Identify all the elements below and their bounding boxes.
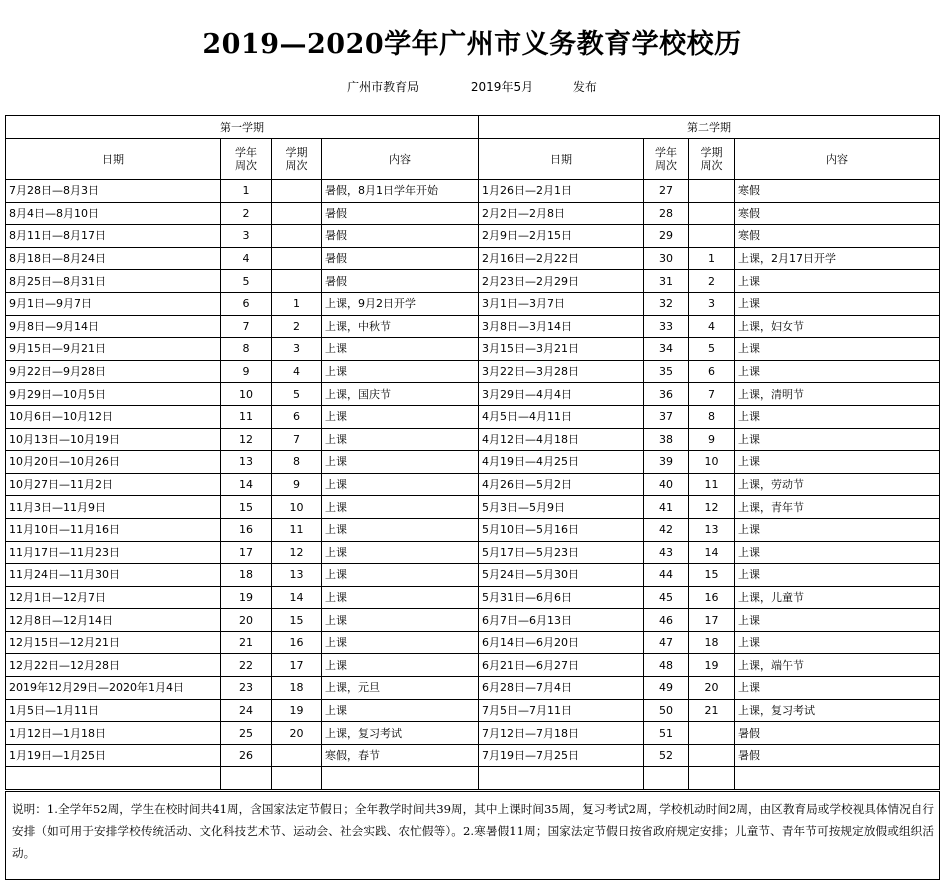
year-week-cell: 15 <box>221 496 272 519</box>
year-week-cell: 29 <box>644 225 689 248</box>
content-cell: 上课 <box>735 518 940 541</box>
year-week-cell: 26 <box>221 744 272 767</box>
date-cell: 4月5日—4月11日 <box>479 405 644 428</box>
content-cell: 上课 <box>322 564 479 587</box>
term-week-cell: 1 <box>272 292 322 315</box>
year-week-cell: 31 <box>644 270 689 293</box>
table-row <box>6 722 940 745</box>
year-week-cell: 42 <box>644 518 689 541</box>
content-cell: 上课 <box>322 473 479 496</box>
content-cell: 上课，国庆节 <box>322 383 479 406</box>
content-cell: 上课，9月2日开学 <box>322 292 479 315</box>
term-week-cell: 11 <box>272 518 322 541</box>
term-week-cell <box>272 180 322 203</box>
date-cell: 12月15日—12月21日 <box>6 631 221 654</box>
content-cell: 上课，复习考试 <box>735 699 940 722</box>
year-week-cell: 23 <box>221 677 272 700</box>
term-week-cell: 6 <box>689 360 735 383</box>
term-week-cell: 4 <box>689 315 735 338</box>
year-week-cell: 3 <box>221 225 272 248</box>
term-week-cell: 14 <box>689 541 735 564</box>
year-week-cell: 12 <box>221 428 272 451</box>
term-week-cell: 9 <box>689 428 735 451</box>
year-week-cell: 51 <box>644 722 689 745</box>
semester-2-header: 第二学期 <box>479 116 940 139</box>
term-week-cell: 10 <box>689 451 735 474</box>
content-cell: 上课 <box>735 677 940 700</box>
date-cell: 2月9日—2月15日 <box>479 225 644 248</box>
content-cell: 上课 <box>322 428 479 451</box>
year-week-cell: 7 <box>221 315 272 338</box>
term-week-cell: 8 <box>689 405 735 428</box>
content-cell: 上课，劳动节 <box>735 473 940 496</box>
table-row <box>6 586 940 609</box>
content-cell: 上课 <box>735 360 940 383</box>
date-cell: 3月1日—3月7日 <box>479 292 644 315</box>
content-cell: 上课，清明节 <box>735 383 940 406</box>
date-cell: 2019年12月29日—2020年1月4日 <box>6 677 221 700</box>
date-cell: 11月17日—11月23日 <box>6 541 221 564</box>
date-cell: 4月19日—4月25日 <box>479 451 644 474</box>
year-week-cell: 10 <box>221 383 272 406</box>
term-week-cell <box>272 202 322 225</box>
date-cell: 5月31日—6月6日 <box>479 586 644 609</box>
term-week-cell <box>272 744 322 767</box>
col-year-week-header: 学年 周次 <box>644 139 689 180</box>
date-cell: 9月22日—9月28日 <box>6 360 221 383</box>
content-cell: 上课 <box>735 564 940 587</box>
calendar-body <box>6 180 940 790</box>
content-cell: 上课 <box>735 338 940 361</box>
date-cell: 1月12日—1月18日 <box>6 722 221 745</box>
year-week-cell: 43 <box>644 541 689 564</box>
year-week-cell: 34 <box>644 338 689 361</box>
year-week-cell: 17 <box>221 541 272 564</box>
table-row <box>6 383 940 406</box>
term-week-cell: 16 <box>689 586 735 609</box>
date-cell: 10月13日—10月19日 <box>6 428 221 451</box>
col-content-header: 内容 <box>322 139 479 180</box>
date-cell: 8月11日—8月17日 <box>6 225 221 248</box>
date-cell: 7月19日—7月25日 <box>479 744 644 767</box>
content-cell: 上课，复习考试 <box>322 722 479 745</box>
date-cell: 8月25日—8月31日 <box>6 270 221 293</box>
year-week-cell: 37 <box>644 405 689 428</box>
content-cell: 上课，青年节 <box>735 496 940 519</box>
term-week-cell: 16 <box>272 631 322 654</box>
year-week-cell: 2 <box>221 202 272 225</box>
date-cell: 6月28日—7月4日 <box>479 677 644 700</box>
date-cell: 9月15日—9月21日 <box>6 338 221 361</box>
content-cell: 暑假 <box>735 744 940 767</box>
table-row <box>6 473 940 496</box>
term-week-cell: 21 <box>689 699 735 722</box>
year-week-cell: 24 <box>221 699 272 722</box>
content-cell: 暑假，8月1日学年开始 <box>322 180 479 203</box>
year-week-cell: 50 <box>644 699 689 722</box>
col-term-week-header: 学期 周次 <box>689 139 735 180</box>
year-week-cell: 11 <box>221 405 272 428</box>
content-cell: 暑假 <box>322 225 479 248</box>
date-cell: 5月17日—5月23日 <box>479 541 644 564</box>
date-cell: 8月18日—8月24日 <box>6 247 221 270</box>
date-cell: 10月6日—10月12日 <box>6 405 221 428</box>
table-row <box>6 541 940 564</box>
content-cell: 上课 <box>322 609 479 632</box>
page-title: 2019—2020学年广州市义务教育学校校历 <box>202 29 742 60</box>
date-cell: 10月20日—10月26日 <box>6 451 221 474</box>
year-week-cell: 32 <box>644 292 689 315</box>
year-week-cell: 14 <box>221 473 272 496</box>
term-week-cell: 7 <box>272 428 322 451</box>
year-week-cell: 28 <box>644 202 689 225</box>
term-week-cell: 20 <box>689 677 735 700</box>
content-cell: 上课 <box>322 518 479 541</box>
year-week-cell: 9 <box>221 360 272 383</box>
content-cell: 暑假 <box>735 722 940 745</box>
table-row <box>6 247 940 270</box>
date-cell: 9月29日—10月5日 <box>6 383 221 406</box>
term-week-cell: 13 <box>272 564 322 587</box>
year-week-cell: 1 <box>221 180 272 203</box>
date-cell: 6月14日—6月20日 <box>479 631 644 654</box>
table-row <box>6 428 940 451</box>
date-cell: 1月5日—1月11日 <box>6 699 221 722</box>
table-row <box>6 767 940 790</box>
table-row <box>6 677 940 700</box>
table-row <box>6 631 940 654</box>
year-week-cell: 46 <box>644 609 689 632</box>
term-week-cell: 3 <box>689 292 735 315</box>
semester-1-header: 第一学期 <box>6 116 479 139</box>
date-cell: 3月22日—3月28日 <box>479 360 644 383</box>
year-week-cell: 52 <box>644 744 689 767</box>
content-cell <box>735 767 940 790</box>
table-row <box>6 292 940 315</box>
term-week-cell <box>689 202 735 225</box>
table-row <box>6 225 940 248</box>
table-row <box>6 564 940 587</box>
term-week-cell <box>272 247 322 270</box>
table-row <box>6 270 940 293</box>
school-calendar-table <box>5 115 940 790</box>
term-week-cell: 7 <box>689 383 735 406</box>
date-cell: 12月22日—12月28日 <box>6 654 221 677</box>
term-week-cell: 12 <box>272 541 322 564</box>
term-week-cell: 19 <box>272 699 322 722</box>
content-cell: 上课 <box>322 699 479 722</box>
term-week-cell: 5 <box>689 338 735 361</box>
term-week-cell: 11 <box>689 473 735 496</box>
term-week-cell: 9 <box>272 473 322 496</box>
term-week-cell: 3 <box>272 338 322 361</box>
content-cell: 上课 <box>322 586 479 609</box>
year-week-cell: 16 <box>221 518 272 541</box>
date-cell: 5月3日—5月9日 <box>479 496 644 519</box>
year-week-cell: 41 <box>644 496 689 519</box>
term-week-cell: 6 <box>272 405 322 428</box>
year-week-cell: 49 <box>644 677 689 700</box>
year-week-cell: 47 <box>644 631 689 654</box>
date-cell: 9月1日—9月7日 <box>6 292 221 315</box>
table-row <box>6 360 940 383</box>
year-week-cell: 19 <box>221 586 272 609</box>
table-row <box>6 451 940 474</box>
content-cell <box>322 767 479 790</box>
term-week-cell: 14 <box>272 586 322 609</box>
date-cell: 2月23日—2月29日 <box>479 270 644 293</box>
table-row <box>6 699 940 722</box>
table-row <box>6 744 940 767</box>
term-week-cell <box>689 722 735 745</box>
term-week-cell <box>689 767 735 790</box>
col-content-header: 内容 <box>735 139 940 180</box>
year-week-cell: 38 <box>644 428 689 451</box>
content-cell: 上课 <box>735 292 940 315</box>
date-cell <box>6 767 221 790</box>
date-cell: 6月7日—6月13日 <box>479 609 644 632</box>
content-cell: 上课 <box>735 270 940 293</box>
year-week-cell: 22 <box>221 654 272 677</box>
content-cell: 暑假 <box>322 202 479 225</box>
date-cell: 10月27日—11月2日 <box>6 473 221 496</box>
term-week-cell: 17 <box>272 654 322 677</box>
date-cell: 4月26日—5月2日 <box>479 473 644 496</box>
date-cell: 8月4日—8月10日 <box>6 202 221 225</box>
content-cell: 上课 <box>735 428 940 451</box>
date-cell: 2月2日—2月8日 <box>479 202 644 225</box>
term-week-cell: 18 <box>689 631 735 654</box>
date-cell: 5月24日—5月30日 <box>479 564 644 587</box>
year-week-cell <box>644 767 689 790</box>
year-week-cell: 18 <box>221 564 272 587</box>
term-week-cell <box>689 744 735 767</box>
date-cell: 7月28日—8月3日 <box>6 180 221 203</box>
term-week-cell <box>689 225 735 248</box>
term-week-cell: 8 <box>272 451 322 474</box>
date-cell: 7月12日—7月18日 <box>479 722 644 745</box>
year-week-cell: 8 <box>221 338 272 361</box>
term-week-cell: 15 <box>689 564 735 587</box>
table-row <box>6 496 940 519</box>
table-row <box>6 654 940 677</box>
content-cell: 上课 <box>735 405 940 428</box>
table-row <box>6 609 940 632</box>
date-cell: 1月26日—2月1日 <box>479 180 644 203</box>
publish-date: 2019年5月 <box>470 80 534 94</box>
term-week-cell: 19 <box>689 654 735 677</box>
content-cell: 上课 <box>322 631 479 654</box>
content-cell: 上课，端午节 <box>735 654 940 677</box>
term-week-cell: 12 <box>689 496 735 519</box>
date-cell: 7月5日—7月11日 <box>479 699 644 722</box>
content-cell: 上课 <box>322 405 479 428</box>
content-cell: 上课，元旦 <box>322 677 479 700</box>
year-week-cell: 33 <box>644 315 689 338</box>
term-week-cell: 2 <box>272 315 322 338</box>
date-cell: 12月8日—12月14日 <box>6 609 221 632</box>
year-week-cell: 39 <box>644 451 689 474</box>
year-week-cell: 5 <box>221 270 272 293</box>
date-cell: 1月19日—1月25日 <box>6 744 221 767</box>
date-cell: 3月15日—3月21日 <box>479 338 644 361</box>
date-cell: 5月10日—5月16日 <box>479 518 644 541</box>
table-row <box>6 518 940 541</box>
term-week-cell: 4 <box>272 360 322 383</box>
table-row <box>6 180 940 203</box>
year-week-cell: 27 <box>644 180 689 203</box>
content-cell: 寒假 <box>735 225 940 248</box>
term-week-cell: 2 <box>689 270 735 293</box>
date-cell: 3月29日—4月4日 <box>479 383 644 406</box>
notes: 说明：1.全学年52周，学生在校时间共41周，含国家法定节假日；全年教学时间共39周，其中上课时间35周，复习考试2周，学校机动时间2周，由区教育局或学校视具体情况自行安排（如可用于安排学校传统活动、文化科技艺术节、运动会、社会实践、农忙假等）。2.寒暑假11周；国家法定节假日按省政府规定安排；儿童节、青年节可按规定放假或组织活动。 <box>5 791 940 880</box>
year-week-cell: 13 <box>221 451 272 474</box>
table-row <box>6 338 940 361</box>
table-row <box>6 315 940 338</box>
date-cell <box>479 767 644 790</box>
content-cell: 上课，2月17日开学 <box>735 247 940 270</box>
publish-action: 发布 <box>572 80 597 94</box>
term-week-cell: 18 <box>272 677 322 700</box>
content-cell: 上课 <box>735 609 940 632</box>
content-cell: 上课，儿童节 <box>735 586 940 609</box>
content-cell: 上课 <box>322 541 479 564</box>
content-cell: 上课 <box>735 631 940 654</box>
term-week-cell: 13 <box>689 518 735 541</box>
subtitle <box>0 78 944 95</box>
content-cell: 上课 <box>735 541 940 564</box>
date-cell: 11月10日—11月16日 <box>6 518 221 541</box>
table-row <box>6 202 940 225</box>
term-week-cell <box>272 767 322 790</box>
content-cell: 寒假 <box>735 202 940 225</box>
content-cell: 上课 <box>735 451 940 474</box>
date-cell: 9月8日—9月14日 <box>6 315 221 338</box>
content-cell: 上课 <box>322 496 479 519</box>
content-cell: 上课 <box>322 654 479 677</box>
content-cell: 暑假 <box>322 247 479 270</box>
date-cell: 12月1日—12月7日 <box>6 586 221 609</box>
term-week-cell: 10 <box>272 496 322 519</box>
content-cell: 上课 <box>322 338 479 361</box>
year-week-cell: 36 <box>644 383 689 406</box>
year-week-cell: 44 <box>644 564 689 587</box>
year-week-cell: 20 <box>221 609 272 632</box>
year-week-cell: 30 <box>644 247 689 270</box>
content-cell: 上课，妇女节 <box>735 315 940 338</box>
year-week-cell: 45 <box>644 586 689 609</box>
content-cell: 上课，中秋节 <box>322 315 479 338</box>
date-cell: 2月16日—2月22日 <box>479 247 644 270</box>
year-week-cell: 40 <box>644 473 689 496</box>
date-cell: 3月8日—3月14日 <box>479 315 644 338</box>
issuer: 广州市教育局 <box>347 80 420 94</box>
term-week-cell: 15 <box>272 609 322 632</box>
term-week-cell <box>272 225 322 248</box>
date-cell: 11月24日—11月30日 <box>6 564 221 587</box>
term-week-cell: 20 <box>272 722 322 745</box>
content-cell: 寒假 <box>735 180 940 203</box>
term-week-cell: 1 <box>689 247 735 270</box>
year-week-cell: 4 <box>221 247 272 270</box>
content-cell: 寒假，春节 <box>322 744 479 767</box>
year-week-cell: 25 <box>221 722 272 745</box>
year-week-cell: 6 <box>221 292 272 315</box>
col-date-header: 日期 <box>479 139 644 180</box>
year-week-cell: 48 <box>644 654 689 677</box>
content-cell: 暑假 <box>322 270 479 293</box>
term-week-cell: 5 <box>272 383 322 406</box>
table-row <box>6 405 940 428</box>
date-cell: 6月21日—6月27日 <box>479 654 644 677</box>
year-week-cell: 35 <box>644 360 689 383</box>
col-year-week-header: 学年 周次 <box>221 139 272 180</box>
term-week-cell <box>689 180 735 203</box>
year-week-cell: 21 <box>221 631 272 654</box>
col-date-header: 日期 <box>6 139 221 180</box>
term-week-cell: 17 <box>689 609 735 632</box>
content-cell: 上课 <box>322 451 479 474</box>
year-week-cell <box>221 767 272 790</box>
date-cell: 11月3日—11月9日 <box>6 496 221 519</box>
col-term-week-header: 学期 周次 <box>272 139 322 180</box>
date-cell: 4月12日—4月18日 <box>479 428 644 451</box>
content-cell: 上课 <box>322 360 479 383</box>
term-week-cell <box>272 270 322 293</box>
